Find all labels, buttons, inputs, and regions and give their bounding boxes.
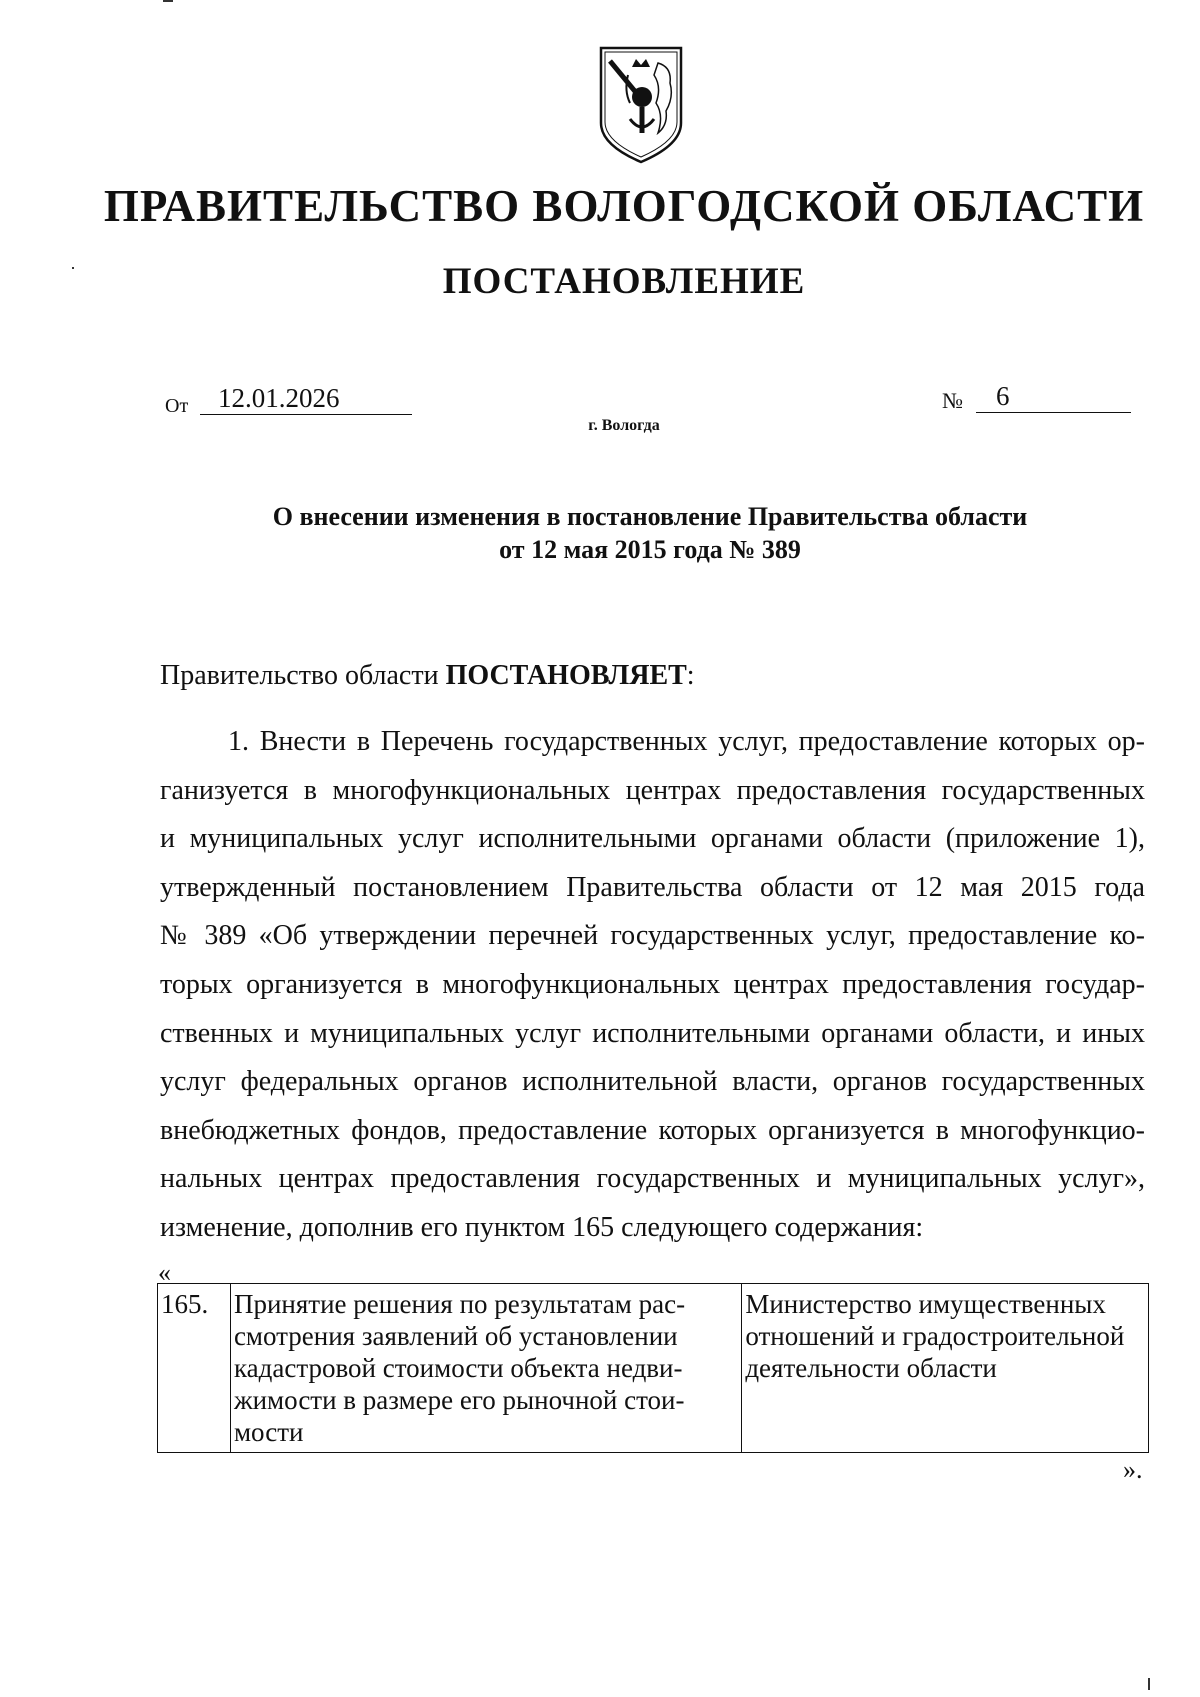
- paragraph-line: торых организуется в многофункциональных центрах предоставления государ-: [160, 968, 1145, 1000]
- paragraph-line: № 389 «Об утверждении перечней государственных услуг, предоставление ко-: [160, 920, 1145, 952]
- document-number: 6: [976, 380, 1131, 413]
- item-service: [230, 1284, 741, 1453]
- authority-line: отношений и градостроительной: [745, 1321, 1125, 1351]
- item-authority: [742, 1284, 1149, 1453]
- document-date: 12.01.2026: [200, 382, 412, 415]
- paragraph-line: и муниципальных услуг исполнительными органами области (приложение 1),: [160, 823, 1145, 855]
- intro-text: Правительство области: [160, 660, 446, 691]
- vologda-coat-of-arms-icon: [598, 45, 684, 165]
- intro-colon: :: [686, 660, 695, 691]
- scan-speck: [163, 0, 173, 2]
- document-subject: [200, 500, 1100, 566]
- paragraph-line: нальных центрах предоставления государственных и муниципальных услуг»,: [160, 1163, 1145, 1195]
- paragraph-line: услуг федеральных органов исполнительной власти, органов государственных: [160, 1066, 1145, 1098]
- subject-line: от 12 мая 2015 года № 389: [499, 535, 801, 564]
- paragraph-line: внебюджетных фондов, предоставление которых организуется в многофункцио-: [160, 1114, 1145, 1146]
- service-line: кадастровой стоимости объекта недви-: [233, 1353, 683, 1383]
- number-prefix: №: [942, 388, 963, 413]
- authority-line: Министерство имущественных: [745, 1289, 1106, 1319]
- subject-line: О внесении изменения в постановление Правительства области: [272, 502, 1028, 531]
- government-title: ПРАВИТЕЛЬСТВО ВОЛОГОДСКОЙ ОБЛАСТИ: [103, 181, 1145, 231]
- paragraph-line: ганизуется в многофункциональных центрах предоставления государственных: [160, 774, 1145, 806]
- scan-speck: [72, 267, 74, 269]
- document-type: ПОСТАНОВЛЕНИЕ: [442, 261, 806, 302]
- paragraph-line: утвержденный постановлением Правительства области от 12 мая 2015 года: [160, 871, 1145, 903]
- inserted-item-table: [157, 1283, 1149, 1453]
- service-line: жимости в размере его рыночной стои-: [233, 1385, 685, 1415]
- resolution-intro: [160, 660, 695, 692]
- paragraph-line: 1. Внести в Перечень государственных услуг, предоставление которых ор-: [228, 726, 1145, 757]
- service-line: смотрения заявлений об установлении: [233, 1321, 678, 1351]
- paragraph-line: изменение, дополнив его пунктом 165 следующего содержания:: [160, 1211, 924, 1243]
- intro-keyword: ПОСТАНОВЛЯЕТ: [445, 660, 687, 691]
- scan-speck: [1148, 1678, 1150, 1690]
- authority-line: деятельности области: [745, 1353, 997, 1383]
- opening-quote: «: [158, 1258, 171, 1287]
- table-row: [158, 1284, 1149, 1453]
- service-line: мости: [233, 1417, 304, 1447]
- closing-quote: ».: [1123, 1455, 1143, 1484]
- item-number: 165.: [158, 1284, 231, 1453]
- date-prefix: От: [165, 395, 189, 417]
- city: г. Вологда: [588, 417, 660, 434]
- paragraph-1: [160, 718, 1145, 1253]
- service-line: Принятие решения по результатам рас-: [233, 1289, 686, 1319]
- paragraph-line: ственных и муниципальных услуг исполнительными органами области, и иных: [160, 1017, 1145, 1049]
